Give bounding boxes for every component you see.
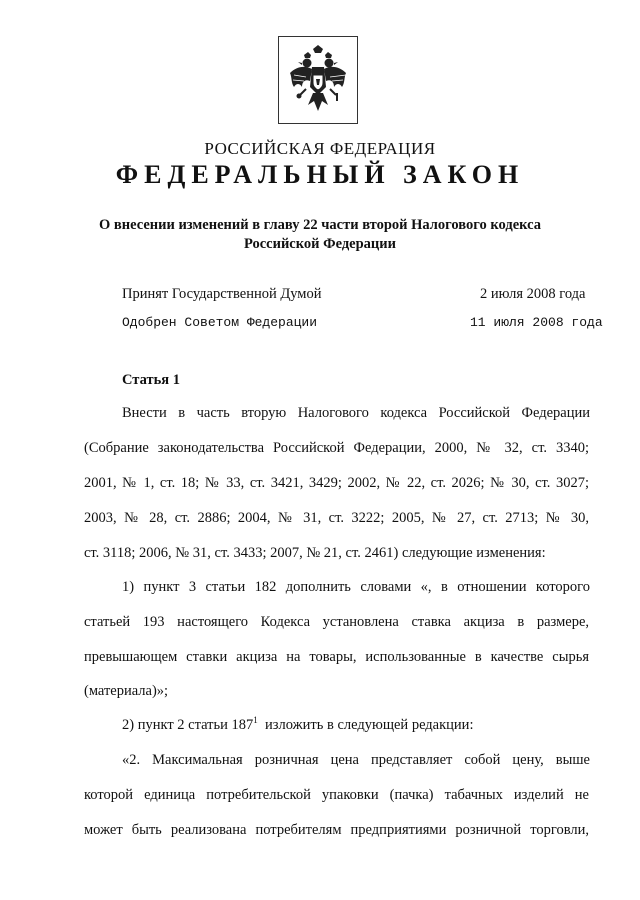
item-2-tail: изложить в следующей редакции: <box>265 717 474 733</box>
item-2-text: 2) пункт 2 статьи 187 <box>122 717 254 733</box>
body-line: 2003, № 28, ст. 2886; 2004, № 31, ст. 3222; 2005, № 27, ст. 2713; № 30, <box>84 510 589 526</box>
country-name: РОССИЙСКАЯ ФЕДЕРАЦИЯ <box>204 139 436 158</box>
adopted-date: 2 июля 2008 года <box>480 286 586 302</box>
coat-of-arms <box>278 36 358 124</box>
approved-label: Одобрен Советом Федерации <box>122 315 318 330</box>
double-headed-eagle-icon <box>286 43 350 117</box>
body-line: Внести в часть вторую Налогового кодекса Российской Федерации <box>122 405 590 421</box>
body-line: превышающем ставки акциза на товары, использованные в качестве сырья <box>84 649 589 665</box>
approved-date: 11 июля 2008 года <box>470 315 603 330</box>
body-line: 1) пункт 3 статьи 182 дополнить словами «, в отношении которого <box>122 579 590 595</box>
body-line: которой единица потребительской упаковки (пачка) табачных изделий не <box>84 787 589 803</box>
article-heading: Статья 1 <box>122 372 180 388</box>
body-line: статьей 193 настоящего Кодекса установлена ставка акциза в размере, <box>84 614 589 630</box>
document-type: ФЕДЕРАЛЬНЫЙ ЗАКОН <box>115 160 525 189</box>
body-line: (материала)»; <box>84 683 169 699</box>
body-line: «2. Максимальная розничная цена представляет собой цену, выше <box>122 752 590 768</box>
body-line-item-2 <box>122 717 473 734</box>
body-line: может быть реализована потребителям предприятиями розничной торговли, <box>84 822 589 838</box>
law-title-line-2: Российской Федерации <box>243 236 396 252</box>
body-line: (Собрание законодательства Российской Федерации, 2000, № 32, ст. 3340; <box>84 440 589 456</box>
body-line: ст. 3118; 2006, № 31, ст. 3433; 2007, № 21, ст. 2461) следующие изменения: <box>84 545 546 561</box>
superscript: 1 <box>253 715 258 725</box>
body-line: 2001, № 1, ст. 18; № 33, ст. 3421, 3429; 2002, № 22, ст. 2026; № 30, ст. 3027; <box>84 475 589 491</box>
law-title-line-1: О внесении изменений в главу 22 части второй Налогового кодекса <box>99 217 541 233</box>
adopted-label: Принят Государственной Думой <box>122 286 322 302</box>
